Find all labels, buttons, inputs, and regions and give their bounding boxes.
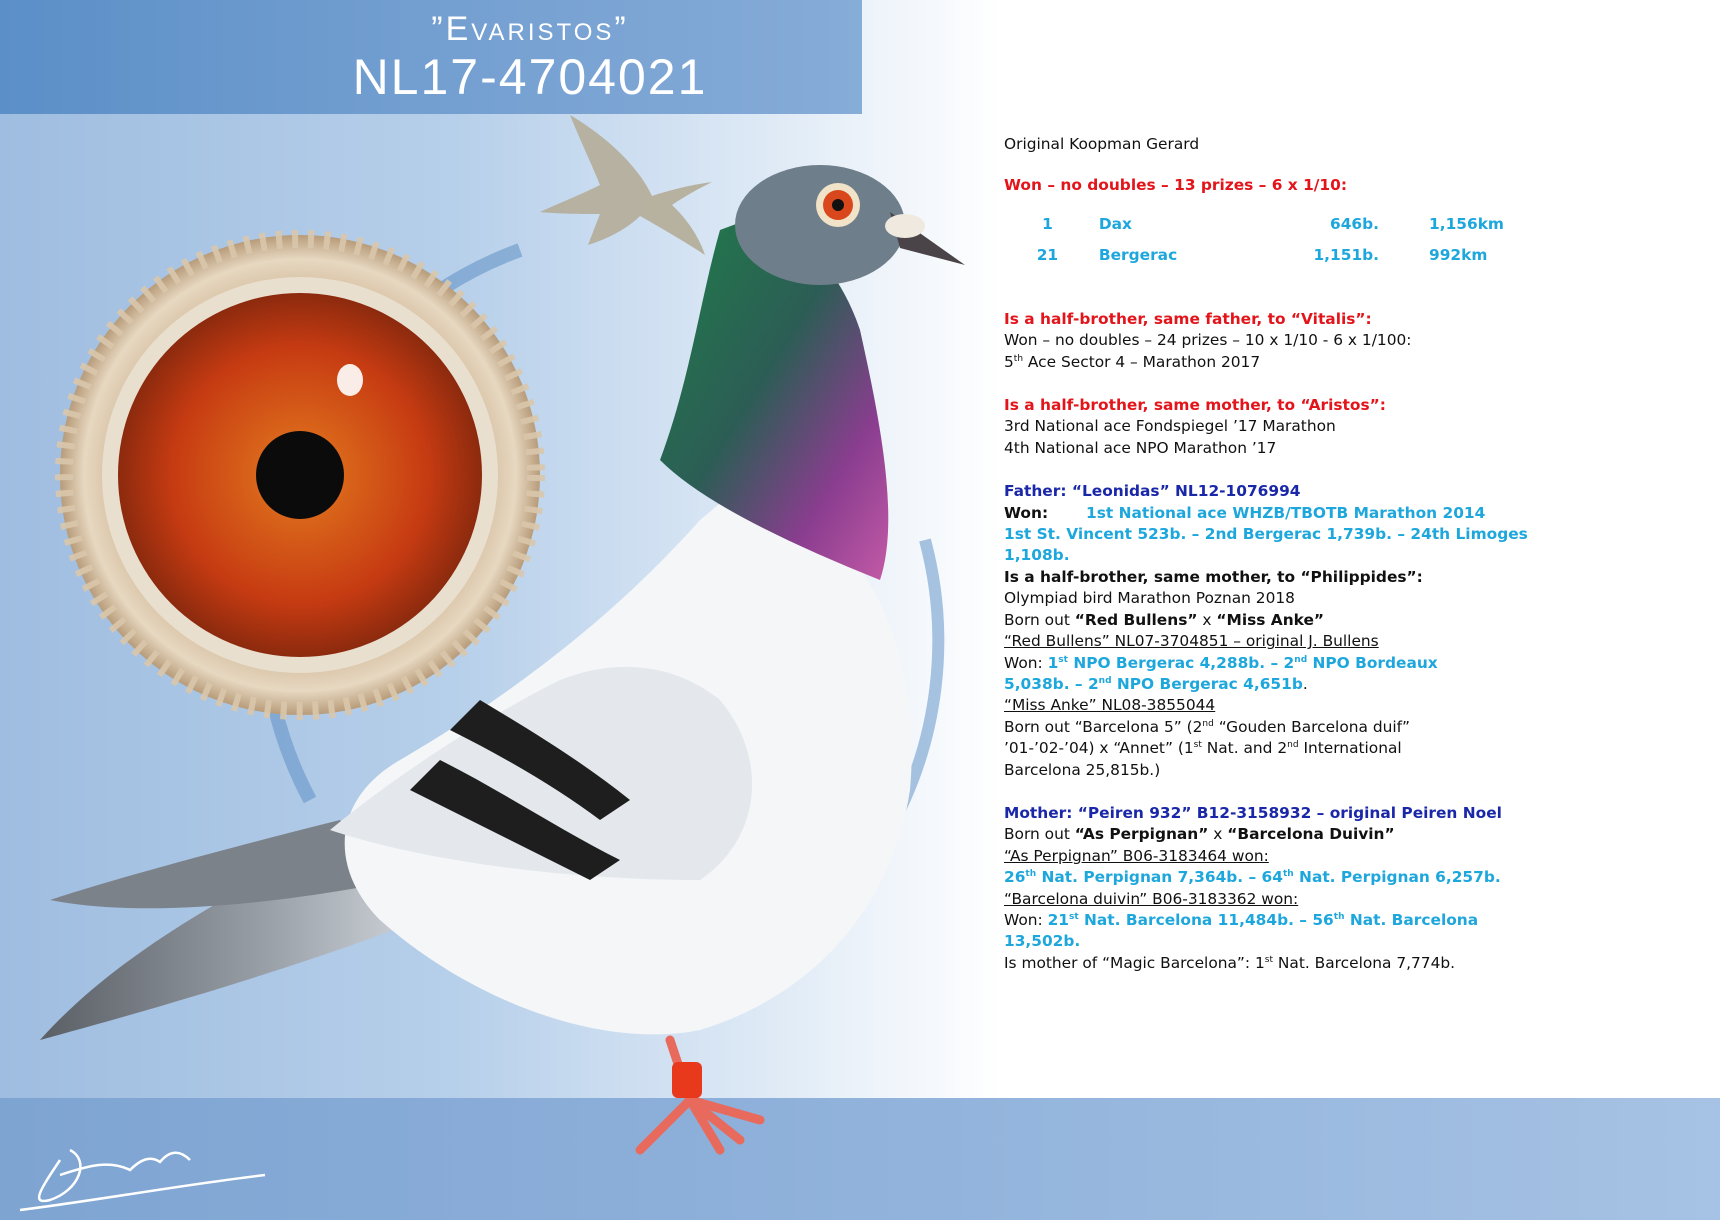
leg-ring [672,1062,702,1098]
philippides-heading: Is a half-brother, same mother, to “Philippides”: [1004,567,1423,586]
barcelona-duivin-results: 13,502b. [1004,932,1081,951]
prize-place: Dax [1098,214,1132,233]
barcelona-duivin-ring: “Barcelona duivin” B06-3183362 won: [1004,889,1299,908]
prize-distance: 1,156km [1429,214,1504,233]
vitalis-line: Won – no doubles – 24 prizes – 10 x 1/10 - 6 x 1/100: [1004,331,1412,350]
prize-table [1026,209,1504,271]
prize-distance: 992km [1429,245,1488,264]
vitalis-heading: Is a half-brother, same father, to “Vitalis”: [1004,309,1372,328]
table-row [1026,209,1504,240]
pigeon-ring-number: NL17-4704021 [352,49,708,105]
breeder-line: Original Koopman Gerard [1004,135,1200,153]
red-bullens-results: 5,038b. – 2nd NPO Bergerac 4,651b. [1004,674,1308,693]
table-row [1026,240,1504,271]
pigeon-name: ”Evaristos” [431,10,629,48]
mother-parents: Born out “As Perpignan” x “Barcelona Duivin” [1004,825,1395,844]
as-perpignan-results: 26th Nat. Perpignan 7,364b. – 64th Nat. Perpignan 6,257b. [1004,868,1501,887]
as-perpignan-ring: “As Perpignan” B06-3183464 won: [1004,846,1269,865]
prize-position: 1 [1042,214,1053,233]
father-won-line: Won: 1st National ace WHZB/TBOTB Marathon 2014 [1004,503,1486,522]
aristos-heading: Is a half-brother, same mother, to “Aristos”: [1004,396,1386,415]
miss-anke-line: Barcelona 25,815b.) [1004,760,1161,779]
pedigree-text [1004,134,1528,974]
prize-place: Bergerac [1098,245,1178,264]
miss-anke-line: Born out “Barcelona 5” (2nd “Gouden Barcelona duif” [1004,717,1411,736]
red-bullens-ring: “Red Bullens” NL07-3704851 – original J. Bullens [1004,632,1379,651]
miss-anke-ring: “Miss Anke” NL08-3855044 [1004,696,1216,715]
eye-closeup [60,235,540,715]
father-heading: Father: “Leonidas” NL12-1076994 [1004,482,1301,501]
vitalis-line: 5th Ace Sector 4 – Marathon 2017 [1004,352,1261,371]
miss-anke-line: ’01-’02-’04) x “Annet” (1st Nat. and 2nd International [1004,739,1402,758]
father-results: 1st St. Vincent 523b. – 2nd Bergerac 1,739b. – 24th Limoges [1004,525,1528,544]
aristos-line: 3rd National ace Fondspiegel ’17 Marathon [1004,417,1336,436]
prize-birds: 1,151b. [1313,245,1380,264]
philippides-line: Olympiad bird Marathon Poznan 2018 [1004,589,1295,608]
magic-barcelona-line: Is mother of “Magic Barcelona”: 1st Nat. Barcelona 7,774b. [1004,953,1456,972]
barcelona-duivin-results: Won: 21st Nat. Barcelona 11,484b. – 56th Nat. Barcelona [1004,910,1479,929]
won-heading: Won – no doubles – 13 prizes – 6 x 1/10: [1004,176,1347,195]
flying-bird-icon [540,115,712,255]
mother-heading: Mother: “Peiren 932” B12-3158932 – original Peiren Noel [1004,803,1502,822]
prize-position: 21 [1036,245,1059,264]
father-parents: Born out “Red Bullens” x “Miss Anke” [1004,610,1325,629]
aristos-line: 4th National ace NPO Marathon ’17 [1004,438,1277,457]
prize-birds: 646b. [1330,214,1380,233]
signature-logo [20,1150,265,1210]
father-results: 1,108b. [1004,546,1070,565]
red-bullens-results: Won: 1st NPO Bergerac 4,288b. – 2nd NPO Bordeaux [1004,653,1438,672]
